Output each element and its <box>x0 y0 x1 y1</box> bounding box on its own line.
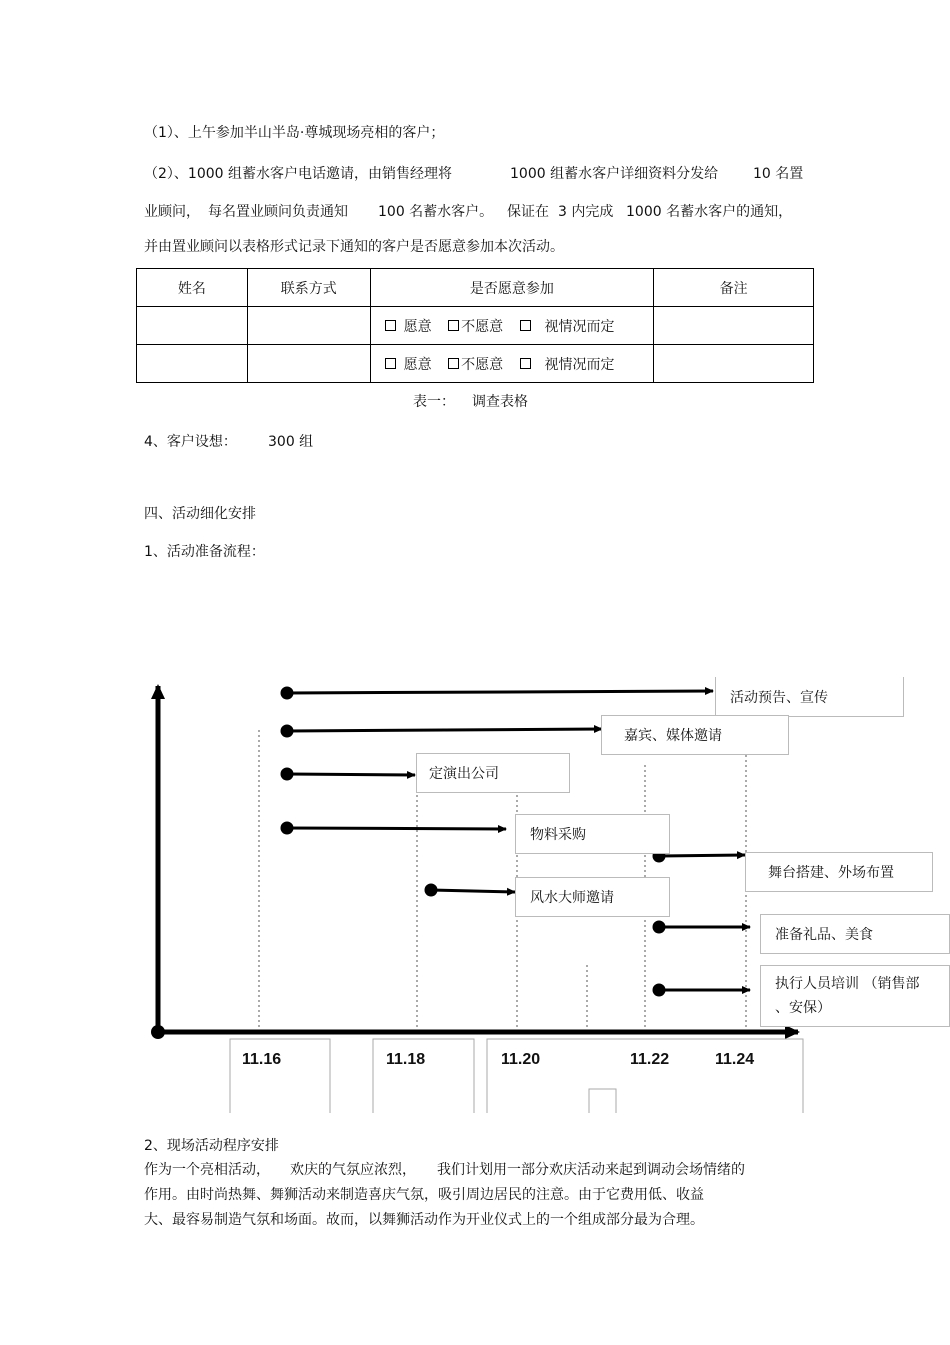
intro-line-3f: 1000 名蓄水客户的通知， <box>626 204 793 220</box>
paragraph-line-1c: 我们计划用一部分欢庆活动来起到调动会场情绪的 <box>437 1162 745 1178</box>
header-attend: 是否愿意参加 <box>370 269 654 307</box>
task-arrow-publicity <box>287 691 713 693</box>
task-arrow-fengshui <box>431 890 515 892</box>
task-label-training <box>760 965 950 1027</box>
date-label-1122: 11.22 <box>630 1051 670 1068</box>
customers-value: 300 组 <box>268 434 314 450</box>
header-note: 备注 <box>654 269 814 307</box>
paragraph-line-1b: 欢庆的气氛应浓烈， <box>290 1162 416 1178</box>
task-label-guests: 嘉宾、媒体邀请 <box>601 715 789 755</box>
section-title: 四、活动细化安排 <box>144 506 256 522</box>
task-label-materials: 物料采购 <box>515 814 670 854</box>
task-label-stage: 舞台搭建、外场布置 <box>745 852 933 892</box>
task-label-publicity: 活动预告、宣传 <box>715 677 904 717</box>
subsection-title: 1、活动准备流程： <box>144 544 265 560</box>
paragraph-line-3: 大、最容易制造气氛和场面。故而，以舞狮活动作为开业仪式上的一个组成部分最为合理。 <box>144 1212 704 1228</box>
paragraph-line-1a: 作为一个亮相活动， <box>144 1162 270 1178</box>
table-caption-title: 调查表格 <box>472 394 528 410</box>
intro-line-4: 并由置业顾问以表格形式记录下通知的客户是否愿意参加本次活动。 <box>144 239 564 255</box>
task-label-performance: 定演出公司 <box>416 753 570 793</box>
intro-line-3c: 100 名蓄水客户。 <box>378 204 494 220</box>
date-label-1120: 11.20 <box>501 1051 541 1068</box>
task-label-fengshui: 风水大师邀请 <box>515 877 670 917</box>
customers-label: 4、客户设想： <box>144 434 237 450</box>
option-depends[interactable]: 视情况而定 <box>520 354 615 374</box>
subsection-title-2: 2、现场活动程序安排 <box>144 1138 279 1154</box>
intro-line-3d: 保证在 <box>507 204 549 220</box>
task-arrow-materials <box>287 828 506 829</box>
task-arrow-guests <box>287 729 602 731</box>
task-label-training-line2: 、安保） <box>775 1000 831 1016</box>
option-willing[interactable]: 愿意 <box>385 316 432 336</box>
task-label-gifts: 准备礼品、美食 <box>760 914 950 954</box>
paragraph-line-2: 作用。由时尚热舞、舞狮活动来制造喜庆气氛，吸引周边居民的注意。由于它费用低、收益 <box>144 1187 704 1203</box>
option-unwilling[interactable]: 不愿意 <box>448 316 503 336</box>
option-depends[interactable]: 视情况而定 <box>520 316 615 336</box>
option-unwilling[interactable]: 不愿意 <box>448 354 503 374</box>
task-arrow-stage <box>659 855 745 856</box>
intro-line-2c: 10 名置 <box>753 166 804 182</box>
date-label-1124: 11.24 <box>715 1051 755 1068</box>
intro-line-3a: 业顾问， <box>144 204 200 220</box>
axis-origin <box>151 1025 165 1039</box>
intro-line-2a: （2）、1000 组蓄水客户电话邀请，由销售经理将 <box>144 166 452 182</box>
date-label-1118: 11.18 <box>386 1051 426 1068</box>
intro-line-2b: 1000 组蓄水客户详细资料分发给 <box>510 166 719 182</box>
header-contact: 联系方式 <box>247 269 370 307</box>
table-caption-label: 表一： <box>413 394 455 410</box>
date-label-1116: 11.16 <box>242 1051 282 1068</box>
intro-line-3e: 3 内完成 <box>558 204 614 220</box>
intro-line-3b: 每名置业顾问负责通知 <box>208 204 348 220</box>
date-box <box>589 1089 616 1113</box>
task-label-training-line1: 执行人员培训 （销售部 <box>775 976 920 992</box>
task-arrow-performance <box>287 774 415 775</box>
intro-line-1: （1）、上午参加半山半岛·尊城现场亮相的客户； <box>144 125 445 141</box>
header-name: 姓名 <box>137 269 248 307</box>
option-willing[interactable]: 愿意 <box>385 354 432 374</box>
